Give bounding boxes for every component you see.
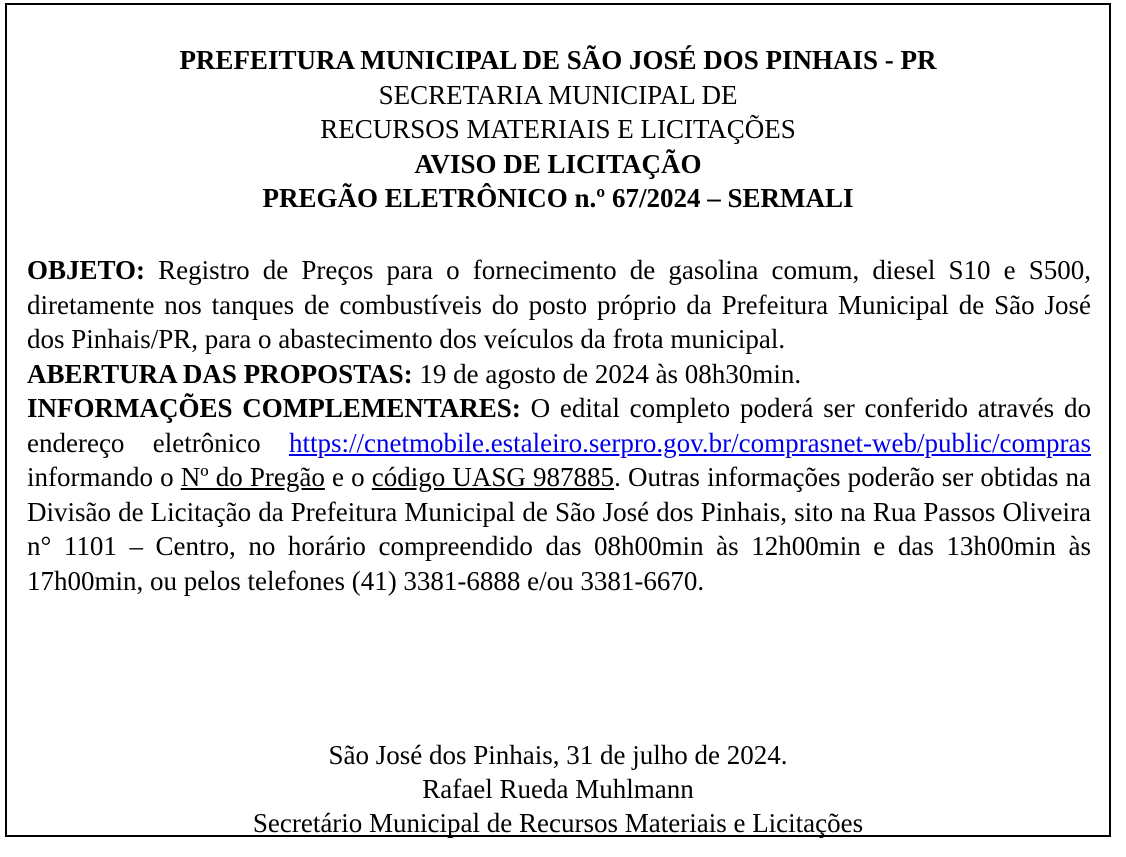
- informacoes-label: INFORMAÇÕES COMPLEMENTARES:: [27, 393, 521, 423]
- objeto-label: OBJETO:: [27, 255, 146, 285]
- notice-body: [27, 253, 1091, 598]
- tender-number: PREGÃO ELETRÔNICO n.º 67/2024 – SERMALI: [262, 183, 854, 213]
- secretariat-line-2: RECURSOS MATERIAIS E LICITAÇÕES: [320, 114, 796, 144]
- informacoes-text-2: informando o: [27, 462, 181, 492]
- informacoes-text-4: . Outras informações poderão ser obtidas na Divisão de Licitação da Prefeitura Municipal de São José dos Pinhais, sito na Rua Passos Oliveira n° 1101 – Centro, no horário compreendido das 08h00min às 12h00min e das 13h00min às 17h00min, ou pelos telefones (41) 3381-6888 e/ou 3381-6670.: [27, 462, 1091, 596]
- informacoes-paragraph: [27, 391, 1091, 598]
- abertura-text: 19 de agosto de 2024 às 08h30min.: [412, 358, 802, 389]
- municipality-title: PREFEITURA MUNICIPAL DE SÃO JOSÉ DOS PINHAIS - PR: [179, 45, 937, 75]
- place-date: São José dos Pinhais, 31 de julho de 2024.: [328, 740, 788, 770]
- signer-role: Secretário Municipal de Recursos Materiais e Licitações: [252, 808, 864, 838]
- signature-block: [7, 738, 1109, 840]
- abertura-label: ABERTURA DAS PROPOSTAS:: [27, 358, 413, 389]
- secretariat-line-1: SECRETARIA MUNICIPAL DE: [378, 79, 738, 110]
- informacoes-text-3: e o: [324, 462, 372, 492]
- signer-name: Rafael Rueda Muhlmann: [422, 774, 694, 804]
- notice-title: AVISO DE LICITAÇÃO: [414, 148, 702, 179]
- notice-frame: [5, 3, 1111, 837]
- comprasnet-link[interactable]: https://cnetmobile.estaleiro.serpro.gov.br/comprasnet-web/public/compras: [288, 427, 1091, 458]
- informacoes-text-1: O edital completo poderá ser conferido através do endereço eletrônico: [27, 393, 1091, 458]
- uasg-code-ref: código UASG 987885: [371, 462, 615, 492]
- abertura-paragraph: [27, 357, 1091, 392]
- objeto-text: Registro de Preços para o fornecimento de gasolina comum, diesel S10 e S500, diretamente nos tanques de combustíveis do posto próprio da Prefeitura Municipal de São José dos Pinhais/PR, para o abastecimento dos veículos da frota municipal.: [27, 255, 1091, 354]
- objeto-paragraph: [27, 253, 1091, 357]
- notice-header: [7, 43, 1109, 216]
- pregao-number-ref: Nº do Pregão: [180, 462, 325, 492]
